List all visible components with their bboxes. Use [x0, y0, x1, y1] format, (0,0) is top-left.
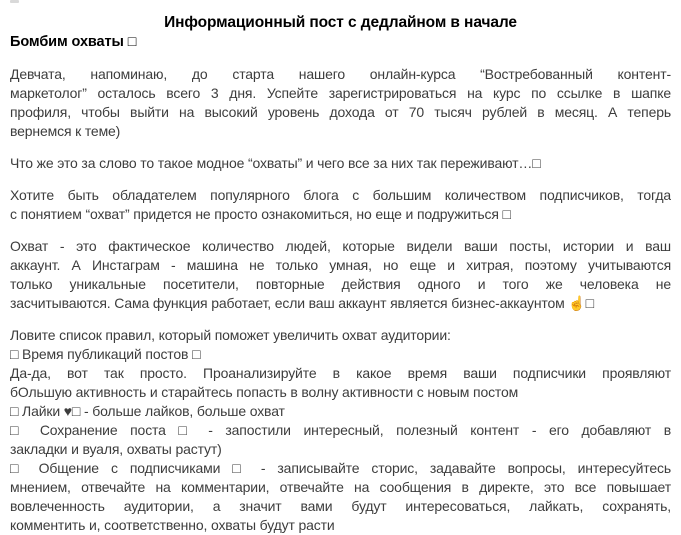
rule-likes — [10, 402, 671, 421]
paragraph-reach-definition — [10, 237, 671, 313]
text-line: комментить и, соответственно, охваты будут расти — [10, 517, 335, 533]
text-line: Хотите быть обладателем популярного блога с большим количеством подписчиков, тогда — [10, 187, 671, 203]
text-line: маркетолог” осталось всего 3 дня. Успейте зарегистрироваться на курс по ссылке в шапке — [10, 85, 671, 101]
text-line: вовлеченность аудитории, а значит вами будут интересоваться, лайкать, сохранять, — [10, 498, 671, 514]
text-line: □ Время публикаций постов □ — [10, 346, 201, 362]
rule-saves — [10, 421, 671, 459]
rule-post-time-body — [10, 364, 671, 402]
text-line: вернемся к теме) — [10, 123, 121, 139]
text-line: закладки и вуаля, охваты растут) — [10, 441, 222, 457]
text-line: с понятием “охват” придется не просто ознакомиться, но еще и подружиться □ — [10, 206, 511, 222]
paragraph-invite — [10, 186, 671, 224]
text-line: Ловите список правил, который поможет увеличить охват аудитории: — [10, 327, 451, 343]
rule-post-time-title — [10, 345, 671, 364]
text-line: аккаунт. А Инстаграм - машина не только умная, но еще и хитрая, поэтому учитываются — [10, 257, 671, 273]
paragraph-course-reminder — [10, 65, 671, 141]
text-line: профиля, чтобы выйти на высокий уровень дохода от 70 тысяч рублей в месяц. А теперь — [10, 104, 671, 120]
text-line: Охват - это фактическое количество людей, которые видели ваши посты, истории и ваш — [10, 238, 671, 254]
page-title: Информационный пост с дедлайном в начале — [164, 14, 517, 31]
text-line: □ Лайки ♥□ - больше лайков, больше охват — [10, 403, 285, 419]
paragraph-question — [10, 154, 671, 173]
rule-communication — [10, 459, 671, 535]
text-line: Да-да, вот так просто. Проанализируйте в какое время ваши подписчики проявляют — [10, 365, 671, 381]
text-line: мнением, отвечайте на комментарии, отвечайте на сообщения в директе, это все повышает — [10, 479, 671, 495]
text-line: Что же это за слово то такое модное “охваты” и чего все за них так переживают…□ — [10, 155, 541, 171]
rules-intro — [10, 326, 671, 345]
text-line: бОльшую активность и старайтесь попасть в волну активности с новым постом — [10, 384, 519, 400]
text-line: Девчата, напоминаю, до старта нашего онлайн-курса “Востребованный контент- — [10, 66, 671, 82]
text-line: засчитываются. Сама функция работает, если ваш аккаунт является бизнес-аккаунтом ☝□ — [10, 295, 594, 311]
text-line: только уникальные посетители, повторные действия одного и того же человека не — [10, 276, 671, 292]
text-line: □ Сохранение поста □ - запостили интересный, полезный контент - его добавляют в — [10, 422, 671, 438]
post-heading: Бомбим охваты □ — [10, 34, 137, 50]
text-line: □ Общение с подписчиками □ - записывайте сторис, задавайте вопросы, интересуйтесь — [10, 460, 671, 476]
screenshot-artifact — [10, 0, 19, 3]
